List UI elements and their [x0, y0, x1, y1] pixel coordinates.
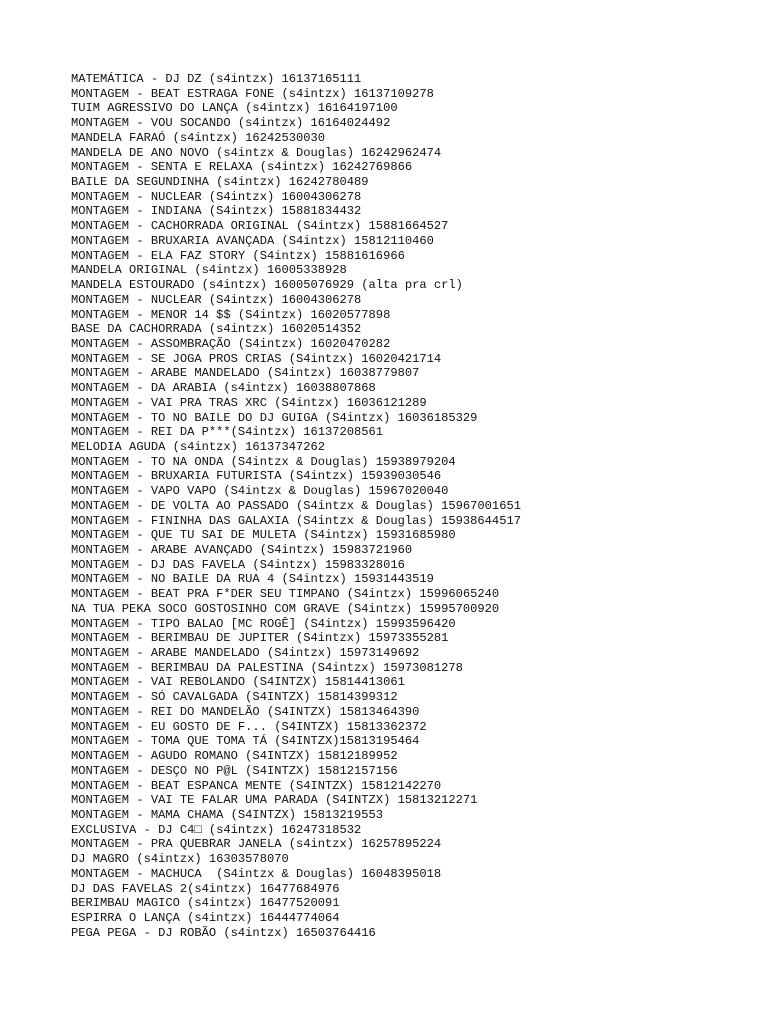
text-line: BERIMBAU MAGICO (s4intzx) 16477520091	[71, 896, 340, 911]
text-line: MONTAGEM - BEAT ESPANCA MENTE (S4INTZX) 15812142270	[71, 778, 442, 793]
text-line: MONTAGEM - BEAT PRA F*DER SEU TIMPANO (S4intzx) 15996065240	[71, 587, 500, 602]
text-line: MONTAGEM - ELA FAZ STORY (S4intzx) 15881616966	[71, 248, 405, 263]
text-line: BAILE DA SEGUNDINHA (s4intzx) 16242780489	[71, 175, 369, 190]
text-line: EXCLUSIVA - DJ C4□ (s4intzx) 16247318532	[71, 822, 362, 837]
text-line: MONTAGEM - BERIMBAU DA PALESTINA (S4intzx) 15973081278	[71, 660, 463, 675]
text-line: MONTAGEM - AGUDO ROMANO (S4INTZX) 15812189952	[71, 749, 398, 764]
text-line: MATEMÁTICA - DJ DZ (s4intzx) 16137165111	[71, 72, 362, 86]
text-line: DJ DAS FAVELAS 2(s4intzx) 16477684976	[71, 881, 340, 896]
text-line: MANDELA ESTOURADO (s4intzx) 16005076929 (alta pra crl)	[71, 278, 463, 293]
text-line: MANDELA DE ANO NOVO (s4intzx & Douglas) 16242962474	[71, 145, 442, 160]
text-line: NA TUA PEKA SOCO GOSTOSINHO COM GRAVE (S4intzx) 15995700920	[71, 601, 500, 616]
text-line: MELODIA AGUDA (s4intzx) 16137347262	[71, 439, 326, 454]
text-line: MONTAGEM - FININHA DAS GALAXIA (S4intzx & Douglas) 15938644517	[71, 513, 521, 528]
text-line: MONTAGEM - REI DA P***(S4intzx) 16137208561	[71, 425, 384, 440]
text-line: MANDELA FARAÓ (s4intzx) 16242530030	[71, 130, 326, 145]
text-line: MONTAGEM - ARABE MANDELADO (S4intzx) 16038779807	[71, 366, 420, 381]
text-line: MONTAGEM - NUCLEAR (S4intzx) 16004306278	[71, 292, 362, 307]
text-line: MONTAGEM - DE VOLTA AO PASSADO (S4intzx & Douglas) 15967001651	[71, 498, 521, 513]
text-line: BASE DA CACHORRADA (s4intzx) 16020514352	[71, 322, 362, 337]
text-line: MONTAGEM - PRA QUEBRAR JANELA (s4intzx) 16257895224	[71, 837, 442, 852]
text-line: MONTAGEM - QUE TU SAI DE MULETA (S4intzx) 15931685980	[71, 528, 456, 543]
text-line: MONTAGEM - TO NA ONDA (S4intzx & Douglas) 15938979204	[71, 454, 456, 469]
text-line: DJ MAGRO (s4intzx) 16303578070	[71, 852, 289, 867]
text-line: MONTAGEM - SÓ CAVALGADA (S4INTZX) 15814399312	[71, 690, 398, 705]
text-line: MONTAGEM - REI DO MANDELÃO (S4INTZX) 15813464390	[71, 704, 420, 719]
text-line: MONTAGEM - TIPO BALAO [MC ROGÊ] (S4intzx) 15993596420	[71, 616, 456, 631]
text-line: MONTAGEM - MACHUCA (S4intzx & Douglas) 16048395018	[71, 866, 442, 881]
text-line: MONTAGEM - EU GOSTO DE F... (S4INTZX) 15813362372	[71, 719, 427, 734]
text-line: MONTAGEM - CACHORRADA ORIGINAL (S4intzx) 15881664527	[71, 219, 449, 234]
text-line: MONTAGEM - DESÇO NO P@L (S4INTZX) 15812157156	[71, 763, 398, 778]
text-line: MONTAGEM - TO NO BAILE DO DJ GUIGA (S4intzx) 16036185329	[71, 410, 478, 425]
text-line: MONTAGEM - VAPO VAPO (S4intzx & Douglas) 15967020040	[71, 484, 449, 499]
text-line: MONTAGEM - BRUXARIA AVANÇADA (S4intzx) 15812110460	[71, 233, 434, 248]
text-line: MONTAGEM - BERIMBAU DE JUPITER (S4intzx) 15973355281	[71, 631, 449, 646]
document-page	[71, 72, 751, 940]
text-line: MANDELA ORIGINAL (s4intzx) 16005338928	[71, 263, 347, 278]
text-line: MONTAGEM - SE JOGA PROS CRIAS (S4intzx) 16020421714	[71, 351, 442, 366]
text-line: MONTAGEM - VAI PRA TRAS XRC (S4intzx) 16036121289	[71, 395, 427, 410]
text-line: MONTAGEM - ARABE AVANÇADO (S4intzx) 15983721960	[71, 543, 413, 557]
text-line: MONTAGEM - SENTA E RELAXA (s4intzx) 16242769866	[71, 160, 413, 175]
text-line: PEGA PEGA - DJ ROBÃO (s4intzx) 16503764416	[71, 925, 376, 940]
text-line: MONTAGEM - VOU SOCANDO (s4intzx) 16164024492	[71, 116, 391, 131]
text-line: MONTAGEM - DJ DAS FAVELA (S4intzx) 15983328016	[71, 557, 405, 572]
text-line: MONTAGEM - VAI REBOLANDO (S4INTZX) 15814413061	[71, 675, 405, 690]
text-line: MONTAGEM - NO BAILE DA RUA 4 (S4intzx) 15931443519	[71, 572, 434, 587]
text-line: MONTAGEM - VAI TE FALAR UMA PARADA (S4INTZX) 15813212271	[71, 793, 478, 808]
text-line: MONTAGEM - NUCLEAR (S4intzx) 16004306278	[71, 189, 362, 204]
text-line: TUIM AGRESSIVO DO LANÇA (s4intzx) 16164197100	[71, 101, 398, 116]
text-line: MONTAGEM - DA ARABIA (s4intzx) 16038807868	[71, 381, 376, 396]
text-line: MONTAGEM - BRUXARIA FUTURISTA (S4intzx) 15939030546	[71, 469, 442, 484]
text-line: MONTAGEM - ASSOMBRAÇÃO (S4intzx) 16020470282	[71, 336, 391, 351]
text-line: MONTAGEM - MAMA CHAMA (S4INTZX) 15813219553	[71, 807, 384, 822]
text-line: MONTAGEM - ARABE MANDELADO (S4intzx) 15973149692	[71, 646, 420, 661]
text-line: MONTAGEM - INDIANA (S4intzx) 15881834432	[71, 204, 362, 219]
text-line: ESPIRRA O LANÇA (s4intzx) 16444774064	[71, 910, 340, 925]
text-line: MONTAGEM - BEAT ESTRAGA FONE (s4intzx) 16137109278	[71, 86, 434, 101]
text-line: MONTAGEM - MENOR 14 $$ (S4intzx) 16020577898	[71, 307, 391, 322]
text-line: MONTAGEM - TOMA QUE TOMA TÁ (S4INTZX)15813195464	[71, 734, 420, 749]
